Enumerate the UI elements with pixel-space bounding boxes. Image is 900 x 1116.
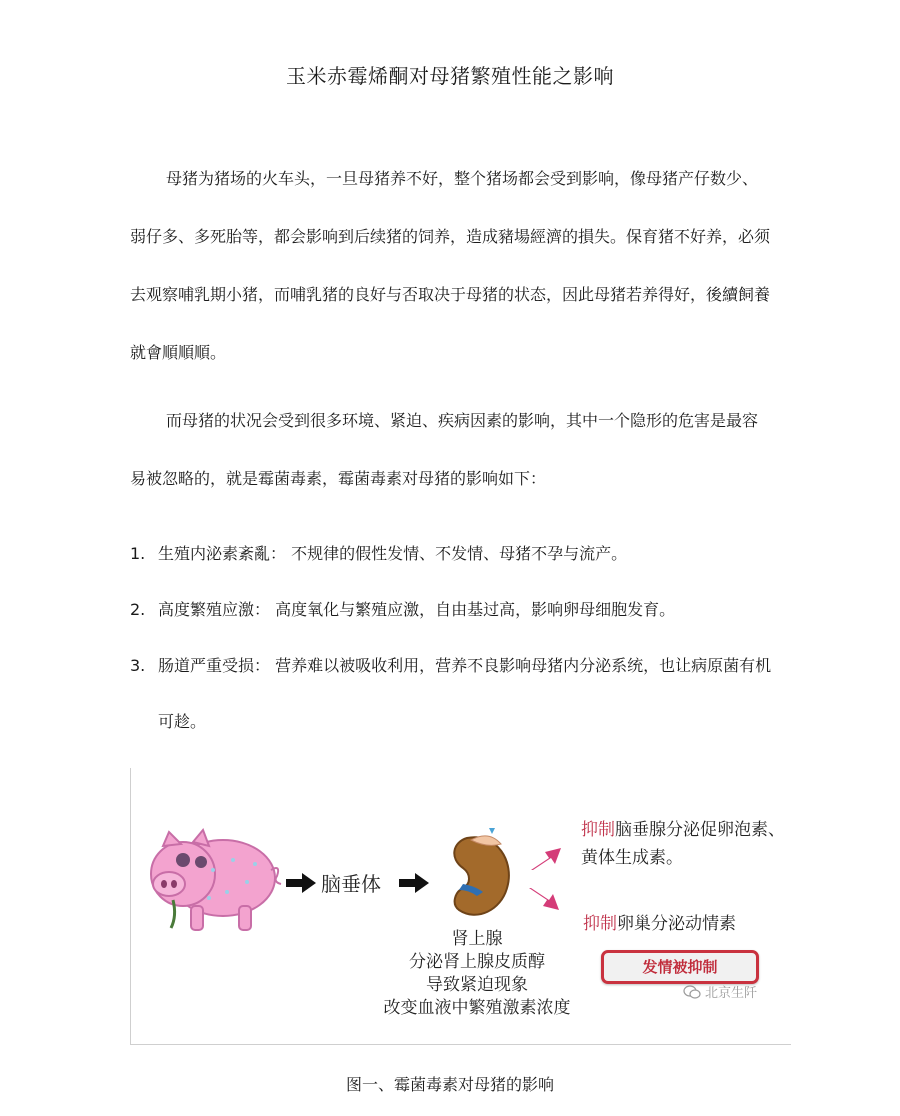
list-item [130, 526, 780, 582]
wechat-icon [683, 985, 701, 999]
effect-pituitary [581, 816, 791, 872]
list-text: 肠道严重受损： 营养难以被吸收利用，营养不良影响母猪内分泌系统，也让病原菌有机可趁。 [158, 656, 772, 731]
arrow-right-icon [286, 873, 316, 893]
effect-text: 卵巢分泌动情素 [617, 914, 736, 934]
pig-icon [143, 820, 283, 940]
pink-arrow-icon [527, 884, 561, 914]
inhibit-label: 抑制 [581, 820, 615, 840]
effects-list [130, 526, 780, 750]
paragraph-1: 母猪为猪场的火车头，一旦母猪养不好，整个猪场都会受到影响，像母猪产仔数少、弱仔多、多死胎等，都会影响到后续猪的饲养，造成豬場經濟的損失。保育猪不好养，必须去观察哺乳期小猪，而哺乳猪的良好与否取决于母猪的状态，因此母猪若养得好，後續飼養就會順順順。 [130, 169, 771, 362]
paragraph-2: 而母猪的状况会受到很多环境、紧迫、疾病因素的影响，其中一个隐形的危害是最容易被忽略的，就是霉菌毒素，霉菌毒素对母猪的影响如下： [130, 411, 759, 488]
list-item [130, 638, 780, 750]
watermark [683, 982, 757, 1001]
kidney-icon [427, 828, 527, 928]
list-item [130, 582, 780, 638]
pituitary-label: 脑垂体 [321, 872, 381, 896]
adrenal-line: 改变血液中繁殖激素浓度 [383, 998, 571, 1018]
pink-arrow-icon [529, 844, 563, 874]
arrow-right-icon [399, 873, 429, 893]
list-number: 2. [130, 600, 146, 619]
adrenal-line: 分泌肾上腺皮质醇 [409, 952, 545, 972]
list-number: 1. [130, 544, 146, 563]
list-number: 3. [130, 656, 146, 675]
estrus-suppressed-badge: 发情被抑制 [601, 950, 759, 984]
watermark-text: 北京生阡 [705, 986, 758, 1001]
list-text: 生殖内泌素紊亂： 不规律的假性发情、不发情、母猪不孕与流产。 [158, 544, 628, 563]
figure-caption: 图一、霉菌毒素对母猪的影响 [345, 1075, 554, 1094]
adrenal-line: 肾上腺 [451, 929, 503, 949]
inhibit-label: 抑制 [583, 914, 617, 934]
adrenal-description [347, 928, 607, 1020]
list-text: 高度繁殖应激： 高度氧化与繁殖应激，自由基过高，影响卵母细胞发育。 [158, 600, 676, 619]
figure-image [130, 768, 791, 1045]
effect-ovary [583, 910, 793, 938]
adrenal-line: 导致紧迫现象 [426, 975, 528, 995]
effect-text: 脑垂腺分泌促卵泡素、黄体生成素。 [581, 820, 785, 868]
page-title: 玉米赤霉烯酮对母猪繁殖性能之影响 [286, 64, 614, 88]
